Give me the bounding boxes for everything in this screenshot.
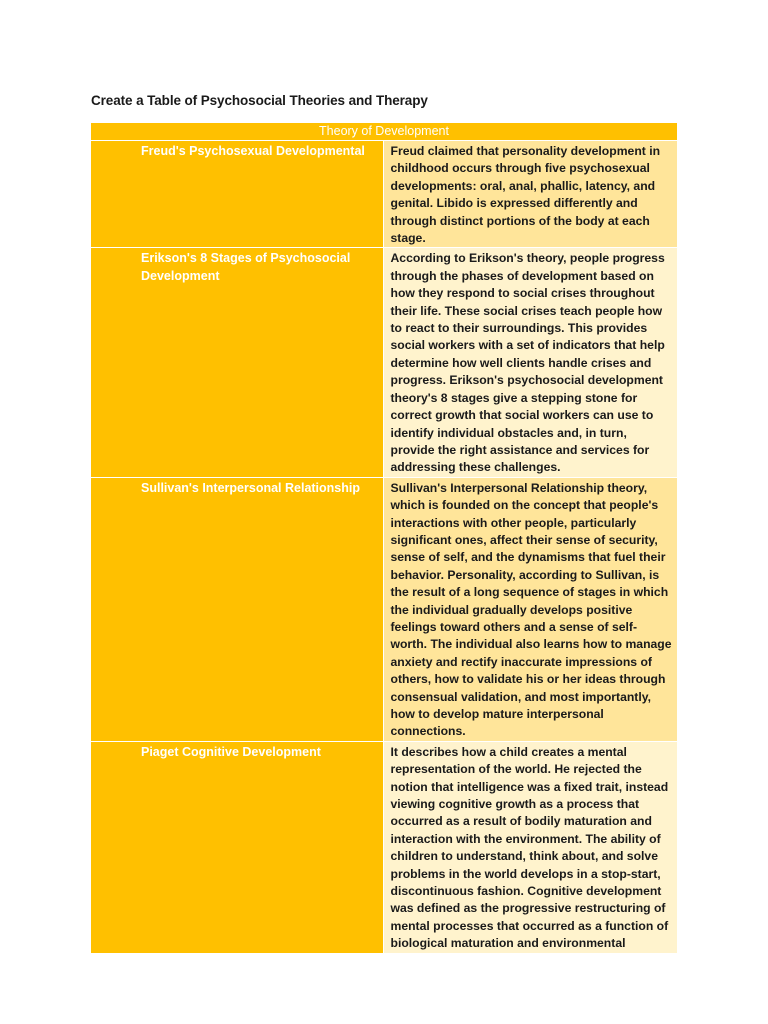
table-row — [91, 477, 677, 741]
table-row — [91, 248, 677, 477]
theory-name-freud: Freud's Psychosexual Developmental — [91, 141, 383, 248]
table-header: Theory of Development — [91, 123, 677, 141]
document-title: Create a Table of Psychosocial Theories and Therapy — [91, 93, 428, 108]
table-row — [91, 141, 677, 248]
theory-name-piaget: Piaget Cognitive Development — [91, 741, 383, 953]
theory-table — [91, 123, 677, 954]
theory-name-sullivan: Sullivan's Interpersonal Relationship — [91, 477, 383, 741]
theory-name-erikson: Erikson's 8 Stages of Psychosocial Development — [91, 248, 383, 477]
theory-description-sullivan: Sullivan's Interpersonal Relationship theory, which is founded on the concept that people's interactions with other people, particularly significant ones, affect their sense of security, sense of self, and the dynamisms that fuel their behavior. Personality, according to Sullivan, is the result of a long sequence of stages in which the individual gradually develops positive feelings toward others and a sense of self-worth. The individual also learns how to manage anxiety and rectify inaccurate impressions of others, how to validate his or her ideas through consensual validation, and most importantly, how to develop mature interpersonal connections. — [383, 477, 677, 741]
table-row — [91, 741, 677, 953]
theory-description-piaget: It describes how a child creates a mental representation of the world. He rejected the notion that intelligence was a fixed trait, instead viewing cognitive growth as a process that occurred as a result of bodily maturation and interaction with the environment. The ability of children to understand, think about, and solve problems in the world develops in a stop-start, discontinuous fashion. Cognitive development was defined as the progressive restructuring of mental processes that occurred as a function of biological maturation and environmental — [383, 741, 677, 953]
table-header-row — [91, 123, 677, 141]
theory-description-erikson: According to Erikson's theory, people progress through the phases of development based on how they respond to social crises throughout their life. These social crises teach people how to react to their surroundings. This provides social workers with a set of indicators that help determine how well clients handle crises and progress. Erikson's psychosocial development theory's 8 stages give a stepping stone for correct growth that social workers can use to identify individual obstacles and, in turn, provide the right assistance and services for addressing these challenges. — [383, 248, 677, 477]
theory-description-freud: Freud claimed that personality development in childhood occurs through five psychosexual developments: oral, anal, phallic, latency, and genital. Libido is expressed differently and through distinct portions of the body at each stage. — [383, 141, 677, 248]
